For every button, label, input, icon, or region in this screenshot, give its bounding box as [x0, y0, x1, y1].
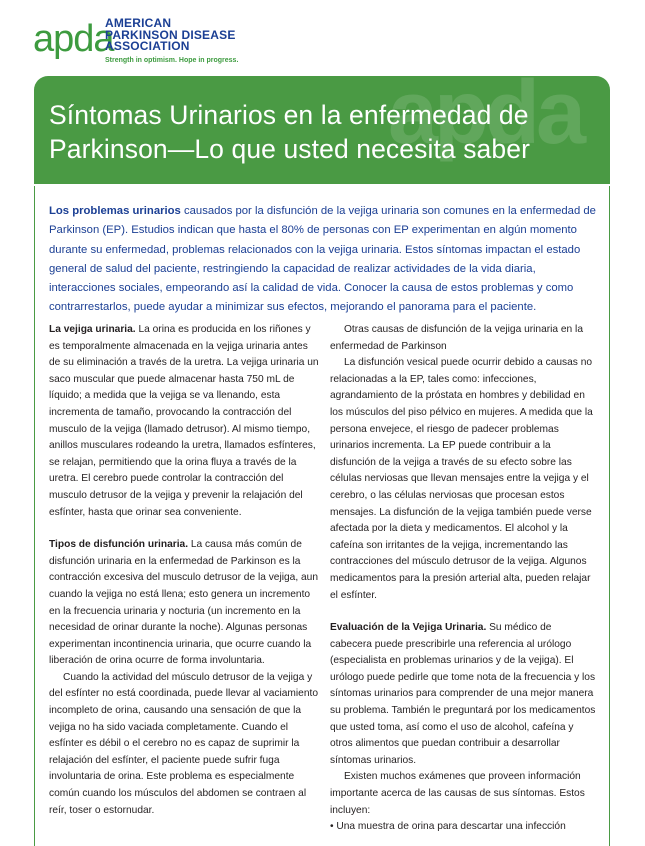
paragraph: Cuando la actividad del músculo detrusor de la vejiga y del esfínter no está coordinada, puede llevar al vaciamiento incompleto de orina, causando una sensación de que la vejiga no ha sido vaciada completamente. Cuando el esfínter es débil o el cerebro no es capaz de suprimir la relajación del esfínter, el paciente puede sufrir fuga involuntaria de orina. Este problema es especialmente común cuando los músculos del abdomen se contraen al reír, toser o estornudar. — [49, 671, 319, 816]
left-column — [49, 322, 321, 819]
right-column — [330, 322, 596, 836]
section-text: La orina es producida en los riñones y es temporalmente almacenada en la vejiga urinaria antes de su eliminación a través de la uretra. La vejiga urinaria un saco muscular que puede almacenar hasta 750 mL de líquido; a medida que la vejiga se va llenando, esta incrementa de tamaño, provocando la contracción del musculo de la vejiga (llamado detrusor). Al mismo tiempo, anillos musculares rodeando la uretra, llamados esfínteres, se relajan, permitiendo que la orina fluya a través de la uretra. El cerebro puede controlar la contracción del musculo detrusor de la vejiga y prevenir la relajación del esfínter, hasta que orinar sea conveniente. — [49, 324, 319, 518]
org-name — [105, 18, 236, 53]
section-evaluation — [330, 620, 596, 769]
org-line-3: ASSOCIATION — [105, 39, 190, 53]
intro-lead: Los problemas urinarios — [49, 205, 181, 217]
paragraph: Existen muchos exámenes que proveen información importante acerca de las causas de sus síntomas. Estos incluyen: — [330, 771, 585, 816]
section-heading: Tipos de disfunción urinaria. — [49, 539, 189, 551]
apda-logo: apda — [33, 18, 114, 60]
page-title — [49, 98, 530, 166]
intro-text: causados por la disfunción de la vejiga urinaria son comunes en la enfermedad de Parkinson (EP). Estudios indican que hasta el 80% de personas con EP experimentan en algún momento durante su enfermedad, problemas relacionados con la vejiga urinaria. Estos síntomas impactan el estado general de salud del paciente, restringiendo la capacidad de realizar actividades de la vida diaria, interacciones sociales, empeorando así la calidad de vida. Conocer la causa de estos problemas y como contrarrestarlos, puede ayudar a minimizar sus efectos, mejorando el panorama para el paciente. — [49, 205, 596, 314]
section-bladder — [49, 322, 321, 521]
section-types — [49, 537, 321, 670]
org-line-2: PARKINSON DISEASE — [105, 27, 236, 42]
tagline: Strength in optimism. Hope in progress. — [105, 57, 239, 64]
paragraph: Otras causas de disfunción de la vejiga urinaria en la enfermedad de Parkinson — [330, 324, 583, 352]
title-banner — [34, 76, 610, 184]
paragraph: La disfunción vesical puede ocurrir debido a causas no relacionadas a la EP, tales como: infecciones, agrandamiento de la próstata en hombres y debilidad en los músculos del piso pélvico en mujeres. A medida que la persona envejece, el riesgo de padecer problemas urinarios incrementa. La EP puede contribuir a la disfunción de la vejiga a través de su efecto sobre las células nerviosas que llevan mensajes entre la vejiga y el cerebro, o las células nerviosas que procesan estos mensajes. La disfunción de la vejiga también puede verse afectada por la dieta y medicamentos. El alcohol y la cafeína son irritantes de la vejiga, incrementando las contracciones del músculo detrusor de la vejiga. Algunos medicamentos para la presión arterial alta, pueden relajar el esfínter. — [330, 357, 593, 601]
title-line-1: Síntomas Urinarios en la enfermedad de — [49, 100, 529, 130]
section-heading: La vejiga urinaria. — [49, 324, 136, 335]
title-line-2: Parkinson—Lo que usted necesita saber — [49, 134, 530, 164]
section-text: La causa más común de disfunción urinaria en la enfermedad de Parkinson es la contracción excesiva del musculo detrusor de la vejiga, aun cuando la vejiga no está llena; esto genera un incremento en la frecuencia urinaria y nocturia (un incremento en la necesidad de orinar durante la noche). Algunas personas experimentan incontinencia urinaria, que ocurre cuando la liberación de orina ocurre de forma involuntaria. — [49, 539, 318, 667]
watermark-logo: apda — [387, 76, 582, 163]
section-heading: Evaluación de la Vejiga Urinaria. — [330, 622, 487, 634]
intro-paragraph — [49, 202, 597, 318]
header — [33, 14, 333, 74]
list-item: • Una muestra de orina para descartar una infección — [330, 821, 566, 833]
section-text: Su médico de cabecera puede prescribirle una referencia al urólogo (especialista en problemas urinarios y de la vejiga). El urólogo puede pedirle que tome nota de la frecuencia y los síntomas urinarios para comprender de una mejor manera su problema. También le preguntará por los medicamentos que usted toma, así como el uso de alcohol, cafeína y otros alimentos que puedan contribuir a desarrollar síntomas urinarios. — [330, 622, 596, 766]
org-line-1: AMERICAN — [105, 16, 172, 30]
